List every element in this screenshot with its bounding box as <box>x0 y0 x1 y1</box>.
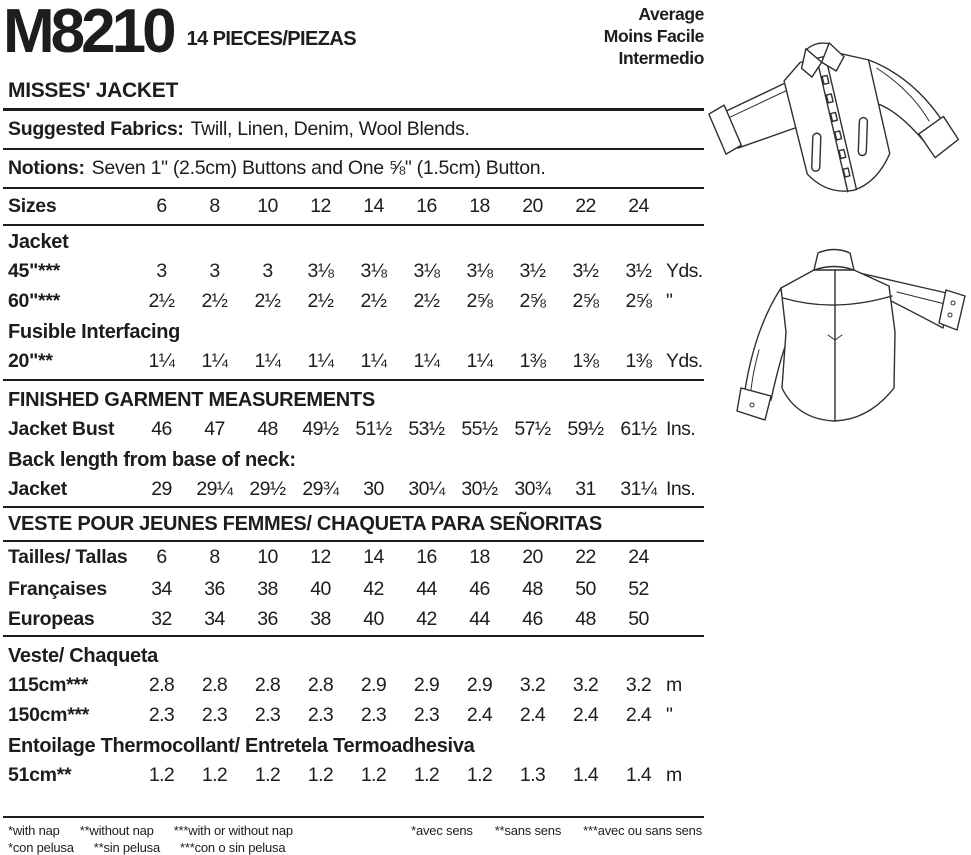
footnote-item: ***avec ou sans sens <box>583 823 702 838</box>
table-cell: 38 <box>257 578 278 600</box>
table-cell: 29¼ <box>196 478 233 500</box>
footnote-item: ***with or without nap <box>173 823 293 838</box>
unit-cell: Ins. <box>666 478 696 500</box>
unit-cell: Ins. <box>666 418 696 440</box>
table-cell: 10 <box>257 195 278 217</box>
row-label: Tailles/ Tallas <box>8 546 128 568</box>
table-cell: 1.2 <box>201 764 228 786</box>
footnote-item: **sans sens <box>494 823 562 838</box>
back-length-row <box>3 474 704 508</box>
table-cell: 2.9 <box>466 674 493 696</box>
table-cell: 2½ <box>307 290 334 312</box>
table-cell: 8 <box>209 195 220 217</box>
suggested-fabrics-row <box>3 111 704 150</box>
yardage-row-60 <box>3 286 704 316</box>
table-cell: 1¼ <box>360 350 387 372</box>
value-cells <box>135 474 665 504</box>
table-cell: 2½ <box>254 290 281 312</box>
jacket-back-illustration <box>697 240 969 440</box>
table-cell: 49½ <box>302 418 339 440</box>
jacket-back-drawing <box>697 240 969 440</box>
table-cell: 2.4 <box>572 704 599 726</box>
size-cells <box>135 574 665 604</box>
row-label: 20"** <box>8 350 53 372</box>
table-cell: 2.8 <box>254 674 281 696</box>
table-cell: 1¼ <box>466 350 493 372</box>
table-cell: 2.9 <box>360 674 387 696</box>
table-cell: 18 <box>469 546 490 568</box>
section-header-jacket: Jacket <box>8 231 69 253</box>
table-cell: 3½ <box>625 260 652 282</box>
table-cell: 34 <box>204 608 225 630</box>
table-cell: 2.4 <box>519 704 546 726</box>
row-label: 51cm** <box>8 764 72 786</box>
content-column <box>3 2 704 855</box>
footnote-spanish <box>8 840 313 855</box>
table-cell: 2.3 <box>148 704 175 726</box>
notions-label: Notions: <box>8 157 85 179</box>
table-cell: 2.8 <box>307 674 334 696</box>
table-cell: 12 <box>310 195 331 217</box>
metric-row-150 <box>3 700 704 730</box>
table-cell: 3½ <box>519 260 546 282</box>
table-cell: 3 <box>156 260 167 282</box>
table-cell: 22 <box>575 546 596 568</box>
value-cells <box>135 670 665 700</box>
row-label: 115cm*** <box>8 674 89 696</box>
value-cells <box>135 286 665 316</box>
row-label: Sizes <box>8 195 57 217</box>
french-spanish-banner: VESTE POUR JEUNES FEMMES/ CHAQUETA PARA SEÑORITAS <box>3 508 704 542</box>
table-cell: 14 <box>363 195 384 217</box>
table-cell: 30½ <box>461 478 498 500</box>
table-cell: 1.3 <box>519 764 546 786</box>
table-cell: 3.2 <box>625 674 652 696</box>
jacket-front-illustration <box>702 18 966 223</box>
row-label: Jacket Bust <box>8 418 115 440</box>
table-cell: 59½ <box>567 418 604 440</box>
table-cell: 12 <box>310 546 331 568</box>
unit-cell: Yds. <box>666 350 703 372</box>
row-label: 45"*** <box>8 260 60 282</box>
notions-value: Seven 1" (2.5cm) Buttons and One ⅝" (1.5cm) Button. <box>91 157 546 179</box>
table-cell: 1.2 <box>307 764 334 786</box>
table-cell: 2⅝ <box>466 290 493 312</box>
table-cell: 46 <box>522 608 543 630</box>
table-cell: 46 <box>469 578 490 600</box>
row-label: 60"*** <box>8 290 60 312</box>
table-cell: 2.3 <box>307 704 334 726</box>
table-cell: 1.2 <box>148 764 175 786</box>
notions-row <box>3 150 704 189</box>
table-cell: 31¼ <box>620 478 657 500</box>
table-cell: 31 <box>575 478 596 500</box>
section-header-entoilage: Entoilage Thermocollant/ Entretela Termoadhesiva <box>8 735 475 757</box>
table-cell: 24 <box>628 546 649 568</box>
table-cell: 3⅛ <box>413 260 440 282</box>
footnote-item: *with nap <box>8 823 60 838</box>
section-header-finished-measurements: FINISHED GARMENT MEASUREMENTS <box>8 389 375 411</box>
table-cell: 34 <box>151 578 172 600</box>
unit-cell: " <box>666 704 673 726</box>
table-cell: 2.4 <box>625 704 652 726</box>
table-cell: 1.2 <box>466 764 493 786</box>
table-cell: 2⅝ <box>572 290 599 312</box>
footnote-item: **sin pelusa <box>93 840 161 855</box>
section-header-fusible-interfacing: Fusible Interfacing <box>8 321 181 343</box>
table-cell: 1⅜ <box>572 350 599 372</box>
table-cell: 1¼ <box>148 350 175 372</box>
table-cell: 36 <box>204 578 225 600</box>
difficulty-line: Intermedio <box>618 48 704 68</box>
table-cell: 1¼ <box>307 350 334 372</box>
table-cell: 40 <box>363 608 384 630</box>
table-cell: 24 <box>628 195 649 217</box>
difficulty-line: Moins Facile <box>603 26 704 46</box>
unit-cell: m <box>666 764 682 786</box>
table-cell: 2½ <box>148 290 175 312</box>
table-cell: 8 <box>209 546 220 568</box>
table-cell: 3 <box>209 260 220 282</box>
size-cells <box>135 189 665 224</box>
metric-row-51 <box>3 760 704 790</box>
table-cell: 1⅜ <box>519 350 546 372</box>
section-header-veste-chaqueta: Veste/ Chaqueta <box>8 645 159 667</box>
value-cells <box>135 760 665 790</box>
table-cell: 48 <box>522 578 543 600</box>
unit-cell: " <box>666 290 673 312</box>
table-cell: 53½ <box>408 418 445 440</box>
francaises-row <box>3 574 704 604</box>
table-cell: 1.2 <box>413 764 440 786</box>
table-cell: 18 <box>469 195 490 217</box>
table-cell: 1¼ <box>254 350 281 372</box>
page-title: MISSES' JACKET <box>3 76 704 111</box>
table-cell: 29¾ <box>302 478 339 500</box>
table-cell: 3 <box>262 260 273 282</box>
table-cell: 1.4 <box>625 764 652 786</box>
row-label: Europeas <box>8 608 95 630</box>
tailles-row <box>3 542 704 574</box>
size-cells <box>135 604 665 634</box>
table-cell: 1¼ <box>201 350 228 372</box>
table-cell: 1.4 <box>572 764 599 786</box>
table-cell: 3.2 <box>519 674 546 696</box>
sizes-header-row <box>3 189 704 226</box>
section-header-back-length: Back length from base of neck: <box>8 449 296 471</box>
footnote-item: ***con o sin pelusa <box>180 840 286 855</box>
table-cell: 14 <box>363 546 384 568</box>
table-cell: 3⅛ <box>307 260 334 282</box>
table-cell: 3⅛ <box>360 260 387 282</box>
yardage-row-20 <box>3 346 704 381</box>
pattern-number: M8210 <box>3 0 173 66</box>
value-cells <box>135 346 665 376</box>
row-label: 150cm*** <box>8 704 90 726</box>
difficulty-line: Average <box>638 4 704 24</box>
row-label: Jacket <box>8 478 67 500</box>
table-cell: 1.2 <box>254 764 281 786</box>
jacket-bust-row <box>3 414 704 444</box>
table-cell: 2½ <box>413 290 440 312</box>
table-cell: 42 <box>363 578 384 600</box>
table-cell: 30 <box>363 478 384 500</box>
pieces-count: 14 PIECES/PIEZAS <box>186 28 356 50</box>
table-cell: 2.3 <box>413 704 440 726</box>
table-cell: 2.3 <box>254 704 281 726</box>
table-cell: 2.4 <box>466 704 493 726</box>
table-cell: 32 <box>151 608 172 630</box>
table-cell: 50 <box>628 608 649 630</box>
table-cell: 16 <box>416 546 437 568</box>
unit-cell: m <box>666 674 682 696</box>
footnote-item: **without nap <box>79 823 154 838</box>
footnote-item: *con pelusa <box>8 840 74 855</box>
fabrics-label: Suggested Fabrics: <box>8 118 184 140</box>
table-cell: 52 <box>628 578 649 600</box>
table-cell: 22 <box>575 195 596 217</box>
table-cell: 16 <box>416 195 437 217</box>
table-cell: 42 <box>416 608 437 630</box>
table-cell: 30¾ <box>514 478 551 500</box>
table-cell: 6 <box>156 195 167 217</box>
table-cell: 3⅛ <box>466 260 493 282</box>
size-cells <box>135 542 665 572</box>
footnotes-left <box>8 823 313 855</box>
table-cell: 36 <box>257 608 278 630</box>
difficulty-levels <box>604 2 704 69</box>
table-cell: 1.2 <box>360 764 387 786</box>
footnotes <box>3 816 704 855</box>
table-cell: 29 <box>151 478 172 500</box>
table-cell: 2½ <box>201 290 228 312</box>
metric-row-115 <box>3 670 704 700</box>
table-cell: 2⅝ <box>625 290 652 312</box>
table-cell: 20 <box>522 195 543 217</box>
table-cell: 10 <box>257 546 278 568</box>
table-cell: 6 <box>156 546 167 568</box>
fabrics-value: Twill, Linen, Denim, Wool Blends. <box>190 118 470 140</box>
table-cell: 3.2 <box>572 674 599 696</box>
value-cells <box>135 414 665 444</box>
table-cell: 1¼ <box>413 350 440 372</box>
table-cell: 51½ <box>355 418 392 440</box>
table-cell: 55½ <box>461 418 498 440</box>
table-cell: 47 <box>204 418 225 440</box>
table-cell: 29½ <box>249 478 286 500</box>
jacket-front-drawing <box>702 18 966 223</box>
table-cell: 44 <box>469 608 490 630</box>
table-cell: 2.3 <box>360 704 387 726</box>
value-cells <box>135 700 665 730</box>
table-cell: 61½ <box>620 418 657 440</box>
footnote-item: *avec sens <box>411 823 473 838</box>
table-cell: 44 <box>416 578 437 600</box>
table-cell: 20 <box>522 546 543 568</box>
table-cell: 2.8 <box>148 674 175 696</box>
table-cell: 2⅝ <box>519 290 546 312</box>
row-label: Françaises <box>8 578 107 600</box>
footnote-french <box>411 823 704 855</box>
table-cell: 48 <box>257 418 278 440</box>
unit-cell: Yds. <box>666 260 703 282</box>
table-cell: 40 <box>310 578 331 600</box>
table-cell: 2.3 <box>201 704 228 726</box>
table-cell: 2½ <box>360 290 387 312</box>
yardage-row-45 <box>3 256 704 286</box>
europeas-row <box>3 604 704 637</box>
table-cell: 1⅜ <box>625 350 652 372</box>
masthead <box>3 2 704 76</box>
table-cell: 3½ <box>572 260 599 282</box>
table-cell: 2.9 <box>413 674 440 696</box>
table-cell: 57½ <box>514 418 551 440</box>
table-cell: 46 <box>151 418 172 440</box>
table-cell: 30¼ <box>408 478 445 500</box>
table-cell: 50 <box>575 578 596 600</box>
table-cell: 48 <box>575 608 596 630</box>
value-cells <box>135 256 665 286</box>
table-cell: 2.8 <box>201 674 228 696</box>
table-cell: 38 <box>310 608 331 630</box>
